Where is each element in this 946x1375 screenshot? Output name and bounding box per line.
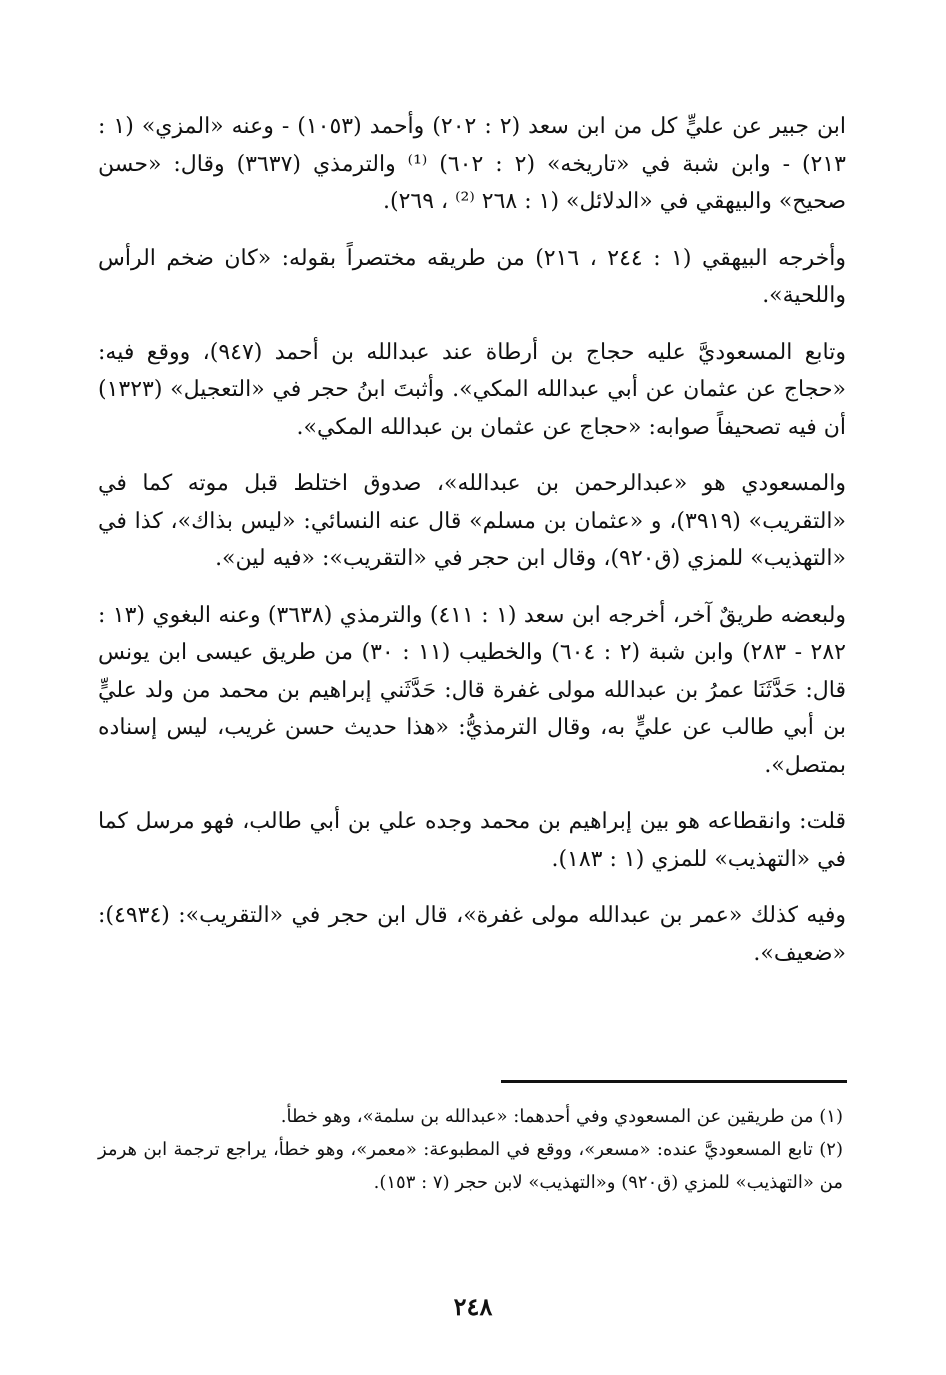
paragraph-7: وفيه كذلك «عمر بن عبدالله مولى غفرة»، قال ابن حجر في «التقريب»: (٤٩٣٤): «ضعيف». bbox=[98, 903, 846, 966]
paragraph-5: ولبعضه طريقٌ آخر، أخرجه ابن سعد (١ : ٤١١) والترمذي (٣٦٣٨) وعنه البغوي (١٣ : ٢٨٢ - ٢٨٣) وابن شبة (٢ : ٦٠٤) والخطيب (١١ : ٣٠) من طريق عيسى ابن يونس قال: حَدَّثَنَا عمرُ بن عبدالله مولى غفرة قال: حَدَّثَني إبراهيم بن محمد من ولد عليٍّ بن أبي طالب عن عليٍّ به، وقال الترمذيُّ: «هذا حديث حسن غريب، ليس إسناده بمتصل». bbox=[98, 602, 847, 778]
paragraph-2: وأخرجه البيهقي (١ : ٢٤٤ ، ٢١٦) من طريقه مختصراً بقوله: «كان ضخم الرأس واللحية». bbox=[98, 245, 847, 308]
paragraph-4: والمسعودي هو «عبدالرحمن بن عبدالله»، صدوق اختلط قبل موته كما في «التقريب» (٣٩١٩)، و «عثمان بن مسلم» قال عنه النسائي: «ليس بذاك»، كذا في «التهذيب» للمزي (ق٩٢٠)، وقال ابن حجر في «التقريب»: «فيه لين». bbox=[98, 471, 846, 571]
footnotes bbox=[98, 1100, 843, 1199]
page-number: ٢٤٨ bbox=[453, 1292, 493, 1321]
footnote-2: (٢) تابع المسعوديَّ عنده: «مسعر»، ووقع في المطبوعة: «معمر»، وهو خطأ، يراجع ترجمة ابن هرمز من «التهذيب» للمزي (ق٩٢٠) و«التهذيب» لابن حجر (٧ : ١٥٣). bbox=[98, 1139, 843, 1193]
footnote-1: (١) من طريقين عن المسعودي وفي أحدهما: «عبدالله بن سلمة»، وهو خطأ. bbox=[280, 1106, 843, 1127]
paragraph-6: قلت: وانقطاعه هو بين إبراهيم بن محمد وجده علي بن أبي طالب، فهو مرسل كما في «التهذيب» للمزي (١ : ١٨٣). bbox=[98, 809, 846, 872]
paragraph-3: وتابع المسعوديَّ عليه حجاج بن أرطاة عند عبدالله بن أحمد (٩٤٧)، ووقع فيه: «حجاج عن عثمان عن أبي عبدالله المكي». وأثبتَ ابنُ حجر في «التعجيل» (١٣٢٣) أن فيه تصحيفاً صوابه: «حجاج عن عثمان بن عبدالله المكي». bbox=[98, 339, 846, 440]
paragraph-1: ابن جبير عن عليٍّ كل من ابن سعد (٢ : ٢٠٢) وأحمد (١٠٥٣) - وعنه «المزي» (١ : ٢١٣) - وابن شبة في «تاريخه» (٢ : ٦٠٢) ⁽¹⁾ والترمذي (٣٦٣٧) وقال: «حسن صحيح» والبيهقي في «الدلائل» (١ : ٢٦٨ ⁽²⁾ ، ٢٦٩). bbox=[98, 114, 847, 214]
main-text bbox=[98, 108, 846, 991]
footnote-divider bbox=[501, 1080, 847, 1083]
